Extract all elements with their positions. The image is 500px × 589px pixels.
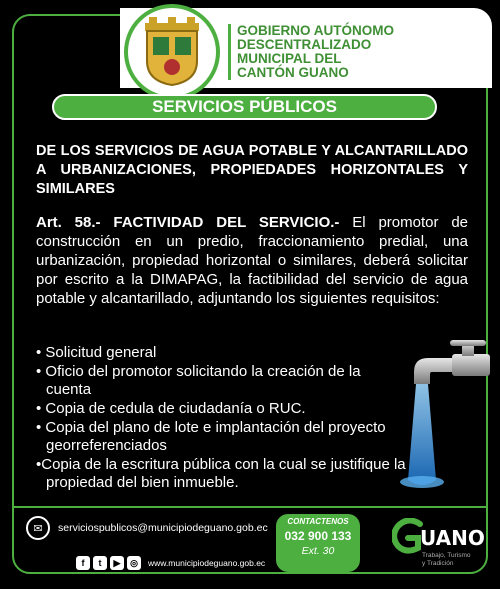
requirement-item: • Oficio del promotor solicitando la creación de la cuenta bbox=[36, 363, 361, 398]
guano-brand bbox=[392, 518, 496, 580]
email-row bbox=[26, 516, 268, 540]
contact-box bbox=[276, 514, 360, 572]
water-faucet-icon bbox=[392, 340, 490, 492]
contact-label: CONTACTENOS bbox=[287, 517, 349, 526]
twitter-icon[interactable]: t bbox=[93, 556, 107, 570]
requirements-list bbox=[36, 344, 406, 493]
requirement-item: •Copia de la escritura pública con la cual se justifique la propiedad del bien inmueble. bbox=[36, 456, 406, 491]
phone-number[interactable]: 032 900 133 bbox=[284, 529, 352, 543]
article-text bbox=[36, 213, 468, 308]
requirement-item: • Solicitud general bbox=[36, 344, 157, 361]
phone-extension: Ext. 30 bbox=[301, 545, 335, 557]
requirement-item: • Copia del plano de lote e implantación del proyecto georreferenciados bbox=[36, 419, 386, 454]
organization-name: GOBIERNO AUTÓNOMO DESCENTRALIZADO MUNICIPAL DEL CANTÓN GUANO bbox=[228, 24, 394, 80]
brand-word: UANO bbox=[420, 526, 485, 550]
coat-of-arms-logo bbox=[124, 4, 220, 100]
instagram-icon[interactable]: ◎ bbox=[127, 556, 141, 570]
brand-tagline: Trabajo, Turismo y Tradición bbox=[422, 552, 471, 567]
banner-title: SERVICIOS PÚBLICOS bbox=[52, 94, 437, 120]
footer-divider bbox=[12, 505, 488, 509]
email-address[interactable]: serviciospublicos@municipiodeguano.gob.ec bbox=[58, 522, 268, 534]
article-heading: Art. 58.- FACTIVIDAD DEL SERVICIO.- bbox=[36, 214, 340, 231]
social-row bbox=[76, 556, 265, 570]
requirement-item: • Copia de cedula de ciudadanía o RUC. bbox=[36, 400, 306, 417]
article-body: El promotor de construcción en un predio, fraccionamiento predial, una urbanización, propiedad horizontal o similares, deberá solicitar por escrito a la DIMAPAG, la factibilidad del servicio de agua potable y alcantarillado, adjuntando los siguientes requisitos: bbox=[36, 214, 469, 307]
mail-icon: ✉ bbox=[26, 516, 50, 540]
youtube-icon[interactable]: ▶ bbox=[110, 556, 124, 570]
coat-of-arms-icon bbox=[137, 17, 207, 87]
facebook-icon[interactable]: f bbox=[76, 556, 90, 570]
section-title: DE LOS SERVICIOS DE AGUA POTABLE Y ALCANTARILLADO A URBANIZACIONES, PROPIEDADES HORIZONTALES Y SIMILARES bbox=[36, 143, 468, 197]
website-link[interactable]: www.municipiodeguano.gob.ec bbox=[148, 558, 266, 568]
